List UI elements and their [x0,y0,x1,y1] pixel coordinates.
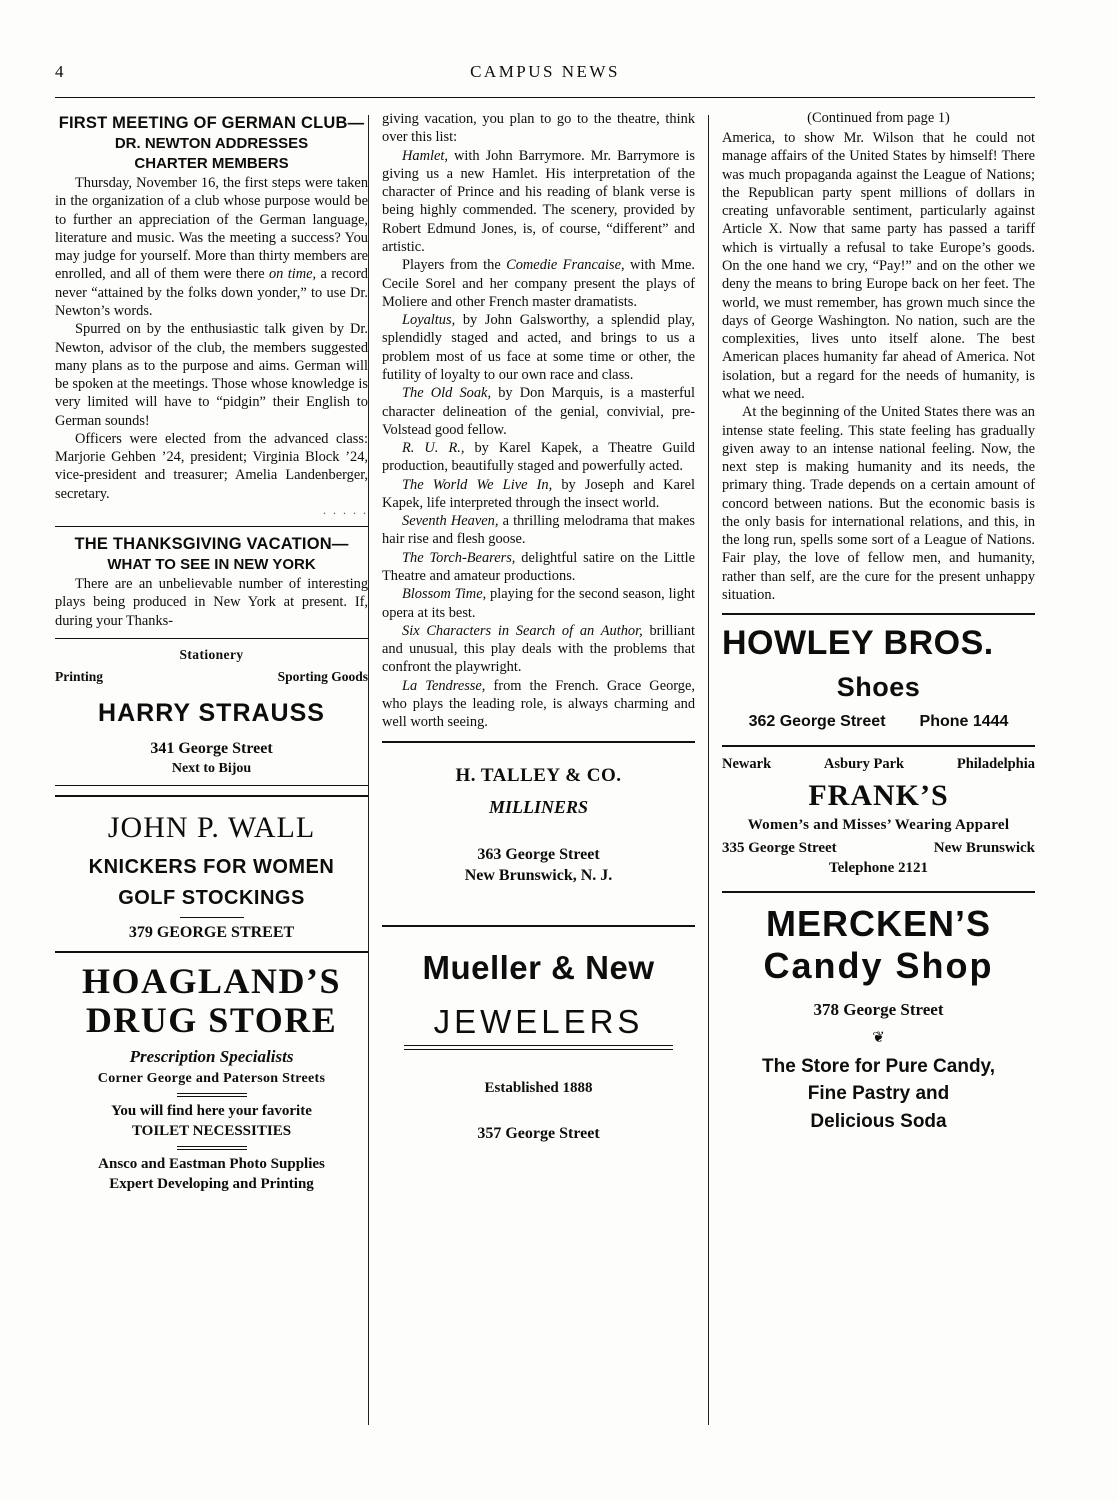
ad-divider-strauss-top [55,638,368,639]
thanksgiving-paragraph-1: There are an unbelievable number of interesting plays being produced in New York at present. If, during your Thanks- [55,576,369,629]
theatre-item-tendresse-title: La Tendresse, [402,677,486,694]
theatre-item-world-title: The World We Live In, [402,476,553,493]
hoagland-services-line-2: Expert Developing and Printing [109,1176,314,1193]
hoagland-divider-1 [177,1093,247,1097]
german-club-para1-italic: on time, [268,266,317,283]
right-column [722,110,1035,1440]
ad-divider-talley-top [382,741,695,743]
hoagland-address: Corner George and Paterson Streets [97,1071,326,1087]
theatre-item-comedie-pre: Players from the [402,257,501,274]
mueller-established: Established 1888 [484,1079,593,1096]
theatre-item-torch-bearers [382,549,695,586]
theatre-item-hamlet [382,147,695,257]
franks-city-philadelphia: Philadelphia [956,756,1036,773]
theatre-item-rur-title: R. U. R., [402,440,465,457]
ad-merckens-candy-shop[interactable] [722,903,1035,1135]
howley-trade: Shoes [836,672,921,703]
ad-divider-merckens-top [722,891,1035,893]
wall-divider [180,917,244,918]
theatre-item-six-characters [382,622,695,677]
merckens-name-line-1: MERCKEN’S [765,903,992,945]
theatre-item-comedie-title: Comedie Francaise, [506,257,625,274]
hoagland-name-line-1: HOAGLAND’S [81,960,342,1001]
ad-divider-mueller-top [382,925,695,927]
theatre-item-old-soak [382,384,695,439]
german-club-para1-text: Thursday, November 16, the first steps were taken in the organization of a club whose purpose would be to further an appreciation of the German language, literature and music. Was the meeting a success? You may judge for yourself. More than thirty members are enrolled, and all of them were there [55,174,369,283]
ad-divider-hoagland-top [55,951,368,953]
howley-phone: Phone 1444 [919,713,1009,731]
mueller-business-name: Mueller & New [422,948,655,986]
mueller-address: 357 George Street [477,1124,600,1142]
theatre-item-seventh-text: a thrilling melodrama that makes hair rise and flesh goose. [382,513,696,548]
theatre-item-old-soak-text: by Don Marquis, is a masterful character delineation of the genial, convivial, pre-Volstead good fellow. [382,385,696,438]
strauss-business-name: HARRY STRAUSS [98,698,325,727]
merckens-slogan-line-3: Delicious Soda [810,1111,947,1133]
header-rule [55,97,1035,98]
theatre-item-comedie [382,256,695,311]
talley-business-name: H. TALLEY & CO. [455,764,622,786]
theatre-item-old-soak-title: The Old Soak, [402,385,492,402]
column-rule-right [708,115,709,1425]
franks-address-row [722,840,1035,857]
theatre-item-six-title: Six Characters in Search of an Author, [402,622,643,639]
theatre-item-loyaltus [382,311,695,384]
column-rule-left [368,115,369,1425]
middle-column [382,110,695,1440]
ad-harry-strauss[interactable] [55,647,368,777]
theatre-item-loyaltus-title: Loyaltus, [402,312,456,329]
hoagland-services-line-1: Ansco and Eastman Photo Supplies [98,1156,325,1173]
theatre-item-blossom-text: playing for the second season, light opera at its best. [382,586,695,621]
strauss-landmark-note: Next to Bijou [171,760,252,776]
ad-divider-howley-top [722,613,1035,615]
theatre-item-tendresse-text: from the French. Grace George, who plays the leading role, is always charming and well worth seeing. [382,677,696,731]
merckens-name-line-2: Candy Shop [763,944,994,986]
franks-business-name: FRANK’S [808,779,949,813]
ad-hoaglands-drug-store[interactable] [55,962,368,1193]
article-subhead-line-1: DR. NEWTON ADDRESSES [114,134,309,152]
franks-city: New Brunswick [933,840,1036,857]
howley-contact-row [722,713,1035,731]
strauss-sporting-goods-label: Sporting Goods [277,668,369,684]
wall-business-name: JOHN P. WALL [107,810,316,844]
german-club-paragraph-2: Spurred on by the enthusiastic talk given by Dr. Newton, advisor of the club, the members suggested many plans as to the purpose and aims. German will be spoken at the meetings. Those whose knowledge is very limited will have to “pidgin” their English to German sounds! [55,321,369,429]
hoagland-tagline: Prescription Specialists [129,1047,294,1067]
german-club-paragraph-3: Officers were elected from the advanced class: Marjorie Gehben ’24, president; Virginia Block ’24, vice-president and treasurer; Amelia Landenberger, secretary. [55,430,369,502]
wall-product-line-1: KNICKERS FOR WOMEN [88,855,335,878]
running-head [55,62,1035,82]
ad-divider-wall-top [55,795,368,797]
strauss-printing-label: Printing [55,668,104,684]
mueller-trade: JEWELERS [433,1002,644,1040]
talley-city: New Brunswick, N. J. [464,866,613,884]
article-headline-thanksgiving: THE THANKSGIVING VACATION— [74,535,349,554]
franks-tagline: Women’s and Misses’ Wearing Apparel [747,817,1010,834]
talley-address: 363 George Street [477,845,600,863]
theatre-item-comedie-text: with Mme. Cecile Sorel and her company present the plays of Moliere and other French master dramatists. [382,257,696,310]
wall-product-line-2: GOLF STOCKINGS [118,886,305,909]
leaf-ornament-icon: ❦ [872,1029,885,1046]
franks-city-newark: Newark [722,756,772,773]
wall-address: 379 GEORGE STREET [128,923,295,941]
german-club-paragraph-1 [55,174,368,320]
article-headline-german-club: FIRST MEETING OF GERMAN CLUB— [58,114,365,132]
theatre-item-la-tendresse [382,677,695,732]
ad-franks[interactable] [722,756,1035,877]
franks-cities-row [722,756,1035,773]
howley-business-name: HOWLEY BROS. [722,624,994,663]
theatre-item-seventh-heaven [382,512,695,549]
page-number: 4 [55,62,64,81]
howley-address: 362 George Street [748,713,886,731]
left-column [55,110,368,1440]
theatre-item-loyaltus-text: by John Galsworthy, a splendid play, splendidly staged and acted, and brings to us a problem most of us face at some time or other, the futility of loyalty to our own race and class. [382,312,696,383]
theatre-item-seventh-title: Seventh Heaven, [402,513,499,530]
theatre-item-rur [382,439,695,476]
franks-city-asbury-park: Asbury Park [823,756,905,773]
ad-divider-franks-top [722,745,1035,747]
ad-h-talley-and-co[interactable] [382,765,695,885]
ad-divider-strauss-bottom [55,785,368,786]
theatre-item-torch-title: The Torch-Bearers, [402,549,516,566]
hoagland-name-line-2: DRUG STORE [85,1000,338,1041]
hoagland-divider-2 [177,1146,247,1150]
german-club-para1-cont: a record never “attained by the folks down yonder,” to use Dr. Newton’s words. [55,266,369,319]
hoagland-promo-line-2: TOILET NECESSITIES [131,1123,292,1140]
theatre-item-hamlet-text: with John Barrymore. Mr. Barrymore is giving us a new Hamlet. His interpretation of the character of Prince and his reading of blank verse is being highly commended. The scenery, provided by Robert Edmund Jones, is, of course, “different” and artistic. [382,147,696,255]
theatre-list-intro: giving vacation, you plan to go to the theatre, think over this list: [382,111,696,146]
strauss-address: 341 George Street [150,739,273,757]
ad-mueller-and-new[interactable] [382,949,695,1143]
theatre-item-six-text: brilliant and unusual, this play deals with the problems that confront the playwright. [382,622,696,676]
mueller-rule-2 [404,1049,673,1050]
theatre-item-blossom-time [382,585,695,622]
franks-phone: Telephone 2121 [828,860,929,877]
article-subhead-line-2: CHARTER MEMBERS [134,154,289,172]
editorial-paragraph-2: At the beginning of the United States there was an intense state feeling. This state feeling has gradually given away to an intense national feeling. Now, the next step is making humanity and its needs, the primary thing. Trade depends on a certain amount of concord between nations. But the economic basis is the only basis for international relations, and this, in the long run, spells some sort of a League of Nations. Fair play, the love of fellow men, and humanity, rather than self, are the cure for the present unhappy situation. [722,404,1036,604]
theatre-item-torch-text: delightful satire on the Little Theatre and amateur productions. [382,549,696,585]
strauss-stationery-label: Stationery [179,646,244,662]
merckens-slogan-line-1: The Store for Pure Candy, [762,1055,995,1077]
article-subhead-new-york: WHAT TO SEE IN NEW YORK [107,556,316,573]
theatre-item-rur-text: by Karel Kapek, a Theatre Guild production, beautifully staged and powerfully acted. [382,440,696,475]
column-filler-dots: . . . . . [323,503,369,518]
merckens-address: 378 George Street [813,999,944,1019]
publication-title: CAMPUS NEWS [470,62,620,81]
editorial-paragraph-1: America, to show Mr. Wilson that he could not manage affairs of the United States by himself! There was much propaganda against the League of Nations; the Republican party spent millions of dollars in creating unfavorable sentiment, particularly against Article X. Now that same party has passed a tariff which is virtually a refusal to take Europe’s goods. On the one hand we cry, “Pay!” and on the other we deny the means to bring Europe back on her feet. The world, we must remember, has grown much since the days of George Washington. No nation, such are the complexities, lives unto itself alone. The best American places humanity far ahead of America. Not isolation, but a regard for the needs of humanity, is what we need. [722,130,1036,402]
merckens-slogan-line-2: Fine Pastry and [807,1083,950,1105]
theatre-item-blossom-title: Blossom Time, [402,586,487,603]
continued-from-note: (Continued from page 1) [807,110,950,126]
column-grid [55,110,1035,1440]
theatre-item-world-we-live-in [382,476,695,513]
mueller-rule-1 [404,1045,673,1046]
theatre-item-hamlet-title: Hamlet, [402,147,448,164]
strauss-services-row [55,669,368,685]
franks-address: 335 George Street [722,840,837,857]
talley-trade: MILLINERS [488,796,589,817]
ad-howley-bros[interactable] [722,624,1035,731]
hoagland-promo-line-1: You will find here your favorite [111,1103,312,1120]
ad-john-p-wall[interactable] [55,811,368,942]
section-divider-1 [55,526,368,527]
theatre-item-world-text: by Joseph and Karel Kapek, life interpreted through the insect world. [382,476,696,511]
